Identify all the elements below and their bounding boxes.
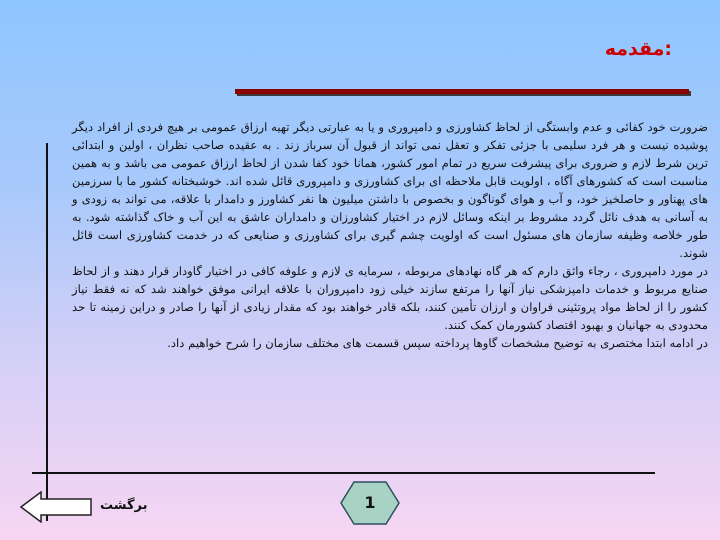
page-number: 1 [364, 493, 376, 512]
back-arrow-icon[interactable] [20, 491, 92, 523]
paragraph-intro: ضرورت خود کفائی و عدم وابستگی از لحاظ کشاورزی و دامپروری و یا به عبارتی دیگر تهیه ارزاق عمومی بر هیچ فردی از افراد دیگر پوشیده نیست و هر فرد سلیمی با جزئی تفکر و تعقل نمی تواند از قبول آن سرباز زند . به عقیده صاحب نظران ، اولین و ابتدائی ترین شرط لازم و ضروری برای پیشرفت سریع در تمام امور کشور، همانا خود کفا شدن از لحاظ ارزاق عمومی می باشد و به همین مناسبت است که کشورهای آگاه ، اولویت قابل ملاحظه ای برای کشاورزی و دامپروری قائل شده اند. خوشبختانه کشور ما با سرزمین های پهناور و حاصلخیز خود، و آب و هوای گوناگون و بخصوص با داشتن میلیون ها نفر کشاورز و دامدار با علاقه، می تواند به زودی و به آسانی به هدف نائل گردد مشروط بر اینکه وسائل لازم در اختیار کشاورزان و دامداران عاشق به این آب و خاک گذاشته شود. به طور خلاصه وظیفه سازمان های مسئول است که اولویت چشم گیری برای کشاورزی و صنایعی که در خدمت کشاورزی است قائل شوند. [72, 120, 708, 260]
back-button-label[interactable]: برگشت [100, 498, 148, 513]
slide-title: مقدمه: [604, 38, 672, 60]
bottom-divider [32, 472, 655, 474]
slide-body [72, 118, 708, 352]
paragraph-livestock: در مورد دامپروری ، رجاء واثق دارم که هر گاه نهادهای مربوطه ، سرمایه ی لازم و علوفه کافی در اختیار گاودار قرار دهند و از لحاظ صنایع مربوط و خدمات دامپزشکی نیاز آنها را مرتفع سازند خیلی زود دامپروران با علاقه ایرانی موفق خواهند شد که نه فقط نیاز کشور را از لحاظ مواد پروتئینی فراوان و ارزان تأمین کنند، بلکه قادر خواهند بود که مقدار زیادی از آنها را صادر و دراین زمینه تا حد محدودی به جهانیان و بهبود اقتصاد کشورمان کمک کنند. [72, 264, 708, 332]
paragraph-outline: در ادامه ابتدا مختصری به توضیح مشخصات گاوها پرداخته سپس قسمت های مختلف سازمان را شرح خواهیم داد. [167, 336, 708, 350]
left-divider [46, 143, 48, 521]
title-underline [235, 89, 689, 94]
